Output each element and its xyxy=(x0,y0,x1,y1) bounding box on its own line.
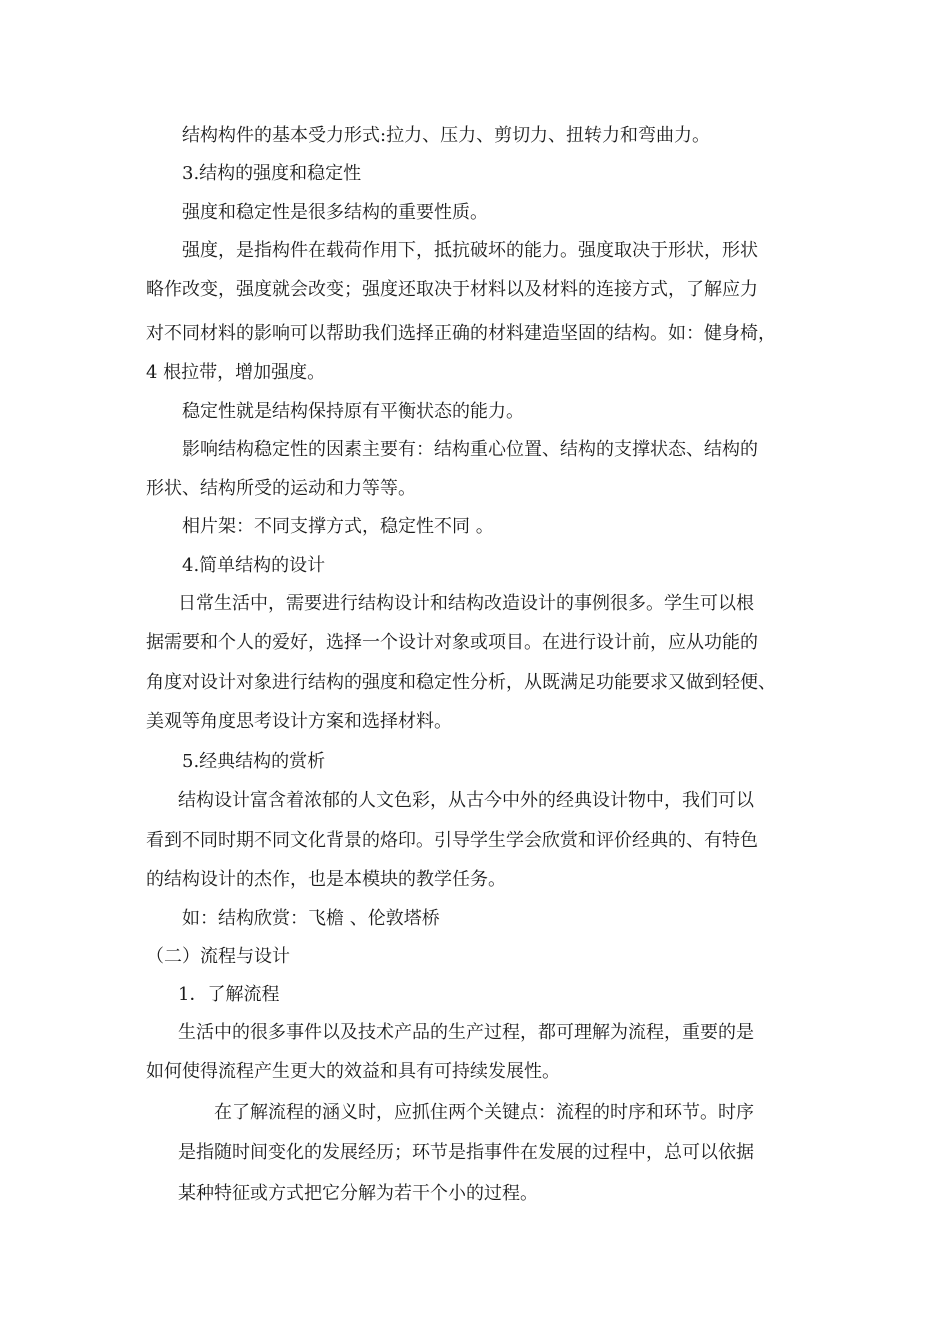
text-line: 强度，是指构件在载荷作用下，抵抗破坏的能力。强度取决于形状，形状 xyxy=(182,240,758,261)
text-line: 相片架：不同支撑方式，稳定性不同 。 xyxy=(182,516,494,537)
section-heading: 1．了解流程 xyxy=(178,984,280,1005)
text-line: 角度对设计对象进行结构的强度和稳定性分析，从既满足功能要求又做到轻便、 xyxy=(146,672,776,693)
text-line: 某种特征或方式把它分解为若干个小的过程。 xyxy=(178,1183,538,1204)
text-line: 是指随时间变化的发展经历；环节是指事件在发展的过程中，总可以依据 xyxy=(178,1142,754,1163)
text-line: 的结构设计的杰作，也是本模块的教学任务。 xyxy=(146,869,506,890)
text-line: 影响结构稳定性的因素主要有：结构重心位置、结构的支撑状态、结构的 xyxy=(182,439,758,460)
text-line: 生活中的很多事件以及技术产品的生产过程，都可理解为流程，重要的是 xyxy=(178,1022,754,1043)
section-heading: 3.结构的强度和稳定性 xyxy=(182,163,362,184)
text-line: 美观等角度思考设计方案和选择材料。 xyxy=(146,711,452,732)
text-line: 对不同材料的影响可以帮助我们选择正确的材料建造坚固的结构。如：健身椅， xyxy=(146,323,776,344)
text-line: 4 根拉带，增加强度。 xyxy=(146,362,326,383)
text-line: 结构构件的基本受力形式:拉力、压力、剪切力、扭转力和弯曲力。 xyxy=(182,125,711,146)
text-line: 强度和稳定性是很多结构的重要性质。 xyxy=(182,202,488,223)
text-line: 如何使得流程产生更大的效益和具有可持续发展性。 xyxy=(146,1061,560,1082)
text-line: 看到不同时期不同文化背景的烙印。引导学生学会欣赏和评价经典的、有特色 xyxy=(146,830,758,851)
text-line: 结构设计富含着浓郁的人文色彩，从古今中外的经典设计物中，我们可以 xyxy=(178,790,754,811)
text-line: 形状、结构所受的运动和力等等。 xyxy=(146,478,416,499)
text-line: 据需要和个人的爱好，选择一个设计对象或项目。在进行设计前，应从功能的 xyxy=(146,632,758,653)
text-line: 在了解流程的涵义时，应抓住两个关键点：流程的时序和环节。时序 xyxy=(214,1102,754,1123)
section-heading: （二）流程与设计 xyxy=(146,946,290,967)
text-line: 略作改变，强度就会改变；强度还取决于材料以及材料的连接方式，了解应力 xyxy=(146,279,758,300)
text-line: 稳定性就是结构保持原有平衡状态的能力。 xyxy=(182,401,524,422)
section-heading: 5.经典结构的赏析 xyxy=(182,751,326,772)
text-line: 如：结构欣赏：飞檐 、伦敦塔桥 xyxy=(182,908,440,929)
text-line: 日常生活中，需要进行结构设计和结构改造设计的事例很多。学生可以根 xyxy=(178,593,754,614)
section-heading: 4.简单结构的设计 xyxy=(182,555,326,576)
